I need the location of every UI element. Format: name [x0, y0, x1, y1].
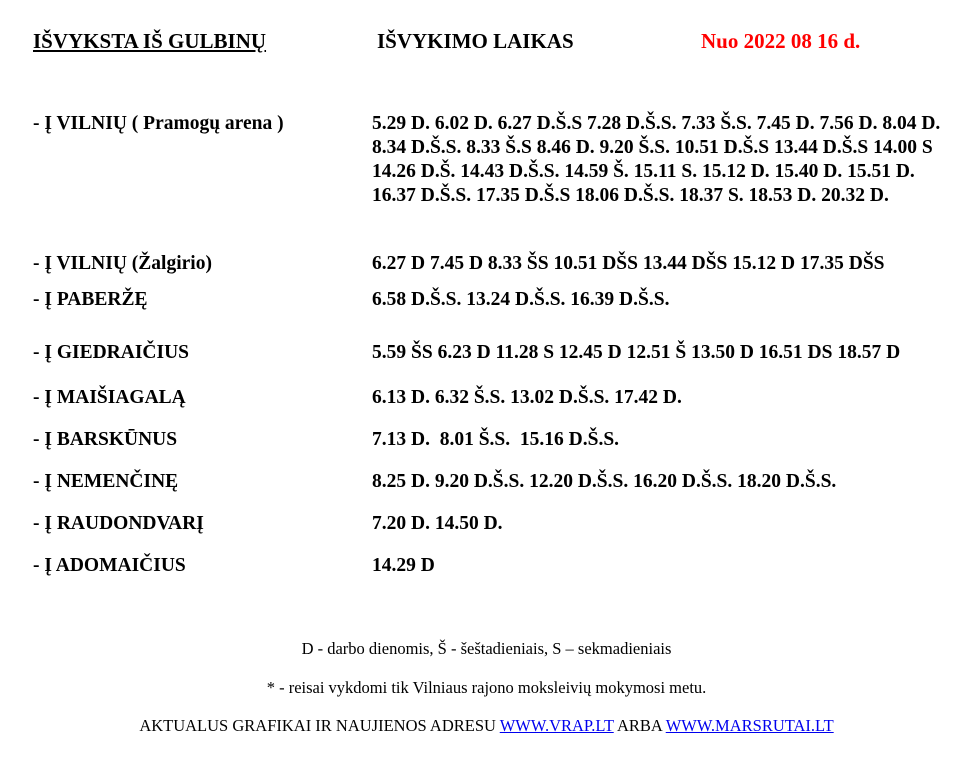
route-times: 14.29 D: [372, 555, 435, 576]
info-line: [0, 716, 973, 736]
valid-from-date: Nuo 2022 08 16 d.: [701, 29, 861, 53]
route-times: 7.13 D. 8.01 Š.S. 15.16 D.Š.S.: [372, 429, 620, 450]
route-destination: - Į PABERŽĘ: [33, 289, 148, 310]
route-times: 7.20 D. 14.50 D.: [372, 513, 503, 534]
route-times: 6.58 D.Š.S. 13.24 D.Š.S. 16.39 D.Š.S.: [372, 289, 670, 310]
route-times: 6.13 D. 6.32 Š.S. 13.02 D.Š.S. 17.42 D.: [372, 387, 682, 408]
route-destination: - Į ADOMAIČIUS: [33, 555, 186, 576]
school-note-text: * - reisai vykdomi tik Vilniaus rajono moksleivių mokymosi metu.: [266, 678, 707, 697]
info-mid: ARBA: [613, 716, 666, 735]
route-destination: - Į NEMENČINĘ: [33, 471, 179, 492]
route-times: 5.59 ŠS 6.23 D 11.28 S 12.45 D 12.51 Š 13.50 D 16.51 DS 18.57 D: [372, 342, 901, 363]
info-prefix: AKTUALUS GRAFIKAI IR NAUJIENOS ADRESU: [139, 716, 500, 735]
route-destination: - Į RAUDONDVARĮ: [33, 513, 204, 534]
route-destination: - Į MAIŠIAGALĄ: [33, 387, 186, 408]
legend-text: D - darbo dienomis, Š - šeštadieniais, S – sekmadieniais: [301, 639, 672, 658]
vrap-link[interactable]: WWW.VRAP.LT: [499, 716, 614, 735]
route-times: 5.29 D. 6.02 D. 6.27 D.Š.S 7.28 D.Š.S. 7.33 Š.S. 7.45 D. 7.56 D. 8.04 D. 8.34 D.Š.S. 8.33 Š.S 8.46 D. 9.20 Š.S. 10.51 D.Š.S 13.44 D.Š.S 14.00 S 14.26 D.Š. 14.43 D.Š.S. 14.59 Š. 15.11 S. 15.12 D. 15.40 D. 15.51 D. 16.37 D.Š.S. 17.35 D.Š.S 18.06 D.Š.S. 18.37 S. 18.53 D. 20.32 D.: [372, 113, 941, 206]
marsrutai-link[interactable]: WWW.MARSRUTAI.LT: [665, 716, 834, 735]
route-destination: - Į VILNIŲ ( Pramogų arena ): [33, 113, 284, 134]
route-times: 8.25 D. 9.20 D.Š.S. 12.20 D.Š.S. 16.20 D.Š.S. 18.20 D.Š.S.: [372, 471, 837, 492]
departure-time-heading: IŠVYKIMO LAIKAS: [377, 29, 574, 53]
route-times: 6.27 D 7.45 D 8.33 ŠS 10.51 DŠS 13.44 DŠS 15.12 D 17.35 DŠS: [372, 253, 885, 274]
route-destination: - Į VILNIŲ (Žalgirio): [33, 253, 212, 274]
route-destination: - Į GIEDRAIČIUS: [33, 342, 190, 363]
departs-from-heading: IŠVYKSTA IŠ GULBINŲ: [33, 29, 267, 53]
route-destination: - Į BARSKŪNUS: [33, 429, 178, 450]
